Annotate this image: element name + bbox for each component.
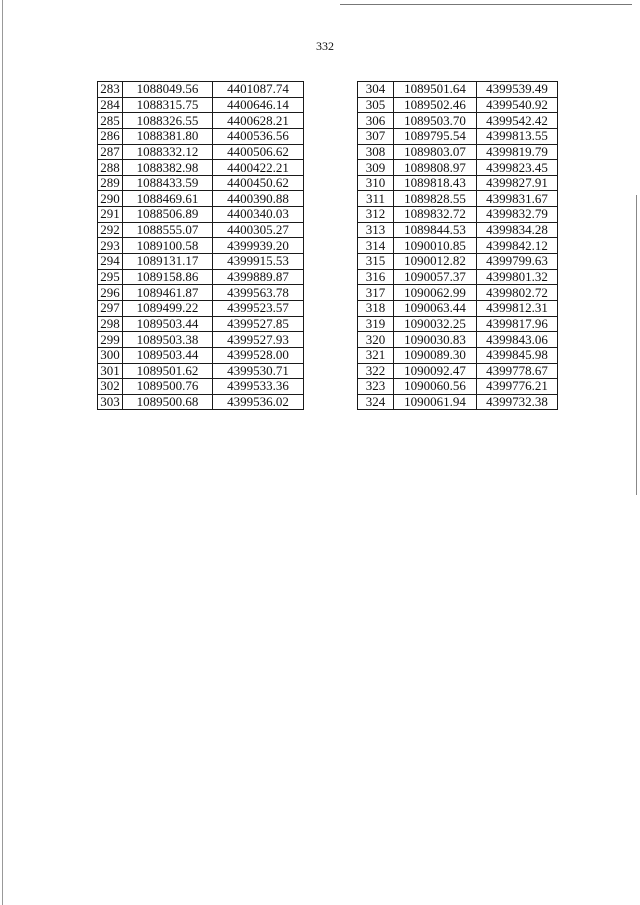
table-row <box>358 144 558 160</box>
point-number-cell: 290 <box>98 191 123 207</box>
point-number-cell: 300 <box>98 347 123 363</box>
table-row <box>98 82 304 98</box>
point-number-cell: 305 <box>358 97 394 113</box>
table-row <box>358 379 558 395</box>
x-coordinate-cell: 1089499.22 <box>123 300 213 316</box>
point-number-cell: 303 <box>98 394 123 410</box>
table-row <box>358 300 558 316</box>
x-coordinate-cell: 1089808.97 <box>394 160 477 176</box>
x-coordinate-cell: 1090089.30 <box>394 347 477 363</box>
y-coordinate-cell: 4400390.88 <box>213 191 304 207</box>
scan-edge-line-top <box>340 4 632 5</box>
x-coordinate-cell: 1088326.55 <box>123 113 213 129</box>
y-coordinate-cell: 4399540.92 <box>477 97 558 113</box>
table-row <box>98 191 304 207</box>
x-coordinate-cell: 1089501.62 <box>123 363 213 379</box>
point-number-cell: 302 <box>98 379 123 395</box>
y-coordinate-cell: 4399823.45 <box>477 160 558 176</box>
point-number-cell: 285 <box>98 113 123 129</box>
point-number-cell: 298 <box>98 316 123 332</box>
y-coordinate-cell: 4399799.63 <box>477 254 558 270</box>
x-coordinate-cell: 1089501.64 <box>394 82 477 98</box>
x-coordinate-cell: 1090092.47 <box>394 363 477 379</box>
x-coordinate-cell: 1088555.07 <box>123 222 213 238</box>
x-coordinate-cell: 1090012.82 <box>394 254 477 270</box>
point-number-cell: 314 <box>358 238 394 254</box>
y-coordinate-cell: 4399542.42 <box>477 113 558 129</box>
point-number-cell: 320 <box>358 332 394 348</box>
coordinates-table-right <box>357 81 558 410</box>
table-row <box>98 379 304 395</box>
table-row <box>98 269 304 285</box>
table-row <box>98 175 304 191</box>
table-row <box>98 144 304 160</box>
y-coordinate-cell: 4399523.57 <box>213 300 304 316</box>
y-coordinate-cell: 4399563.78 <box>213 285 304 301</box>
table-row <box>98 300 304 316</box>
point-number-cell: 323 <box>358 379 394 395</box>
table-row <box>358 285 558 301</box>
y-coordinate-cell: 4399533.36 <box>213 379 304 395</box>
point-number-cell: 286 <box>98 128 123 144</box>
x-coordinate-cell: 1089158.86 <box>123 269 213 285</box>
y-coordinate-cell: 4399527.85 <box>213 316 304 332</box>
y-coordinate-cell: 4399801.32 <box>477 269 558 285</box>
y-coordinate-cell: 4399778.67 <box>477 363 558 379</box>
point-number-cell: 299 <box>98 332 123 348</box>
point-number-cell: 284 <box>98 97 123 113</box>
x-coordinate-cell: 1090063.44 <box>394 300 477 316</box>
point-number-cell: 324 <box>358 394 394 410</box>
point-number-cell: 319 <box>358 316 394 332</box>
y-coordinate-cell: 4399530.71 <box>213 363 304 379</box>
table-row <box>358 363 558 379</box>
point-number-cell: 294 <box>98 254 123 270</box>
x-coordinate-cell: 1088049.56 <box>123 82 213 98</box>
table-row <box>98 238 304 254</box>
table-row <box>358 347 558 363</box>
table-row <box>358 269 558 285</box>
y-coordinate-cell: 4399819.79 <box>477 144 558 160</box>
table-row <box>358 128 558 144</box>
x-coordinate-cell: 1088332.12 <box>123 144 213 160</box>
x-coordinate-cell: 1090030.83 <box>394 332 477 348</box>
x-coordinate-cell: 1090057.37 <box>394 269 477 285</box>
point-number-cell: 283 <box>98 82 123 98</box>
y-coordinate-cell: 4399842.12 <box>477 238 558 254</box>
point-number-cell: 306 <box>358 113 394 129</box>
table-row <box>98 394 304 410</box>
table-row <box>98 285 304 301</box>
y-coordinate-cell: 4399528.00 <box>213 347 304 363</box>
table-row <box>358 332 558 348</box>
y-coordinate-cell: 4399832.79 <box>477 207 558 223</box>
y-coordinate-cell: 4399915.53 <box>213 254 304 270</box>
x-coordinate-cell: 1090032.25 <box>394 316 477 332</box>
table-row <box>358 238 558 254</box>
y-coordinate-cell: 4399812.31 <box>477 300 558 316</box>
table-row <box>98 207 304 223</box>
y-coordinate-cell: 4399845.98 <box>477 347 558 363</box>
point-number-cell: 309 <box>358 160 394 176</box>
y-coordinate-cell: 4399539.49 <box>477 82 558 98</box>
table-row <box>358 191 558 207</box>
point-number-cell: 295 <box>98 269 123 285</box>
x-coordinate-cell: 1089503.44 <box>123 316 213 332</box>
x-coordinate-cell: 1089844.53 <box>394 222 477 238</box>
table-row <box>98 97 304 113</box>
table-row <box>98 128 304 144</box>
x-coordinate-cell: 1088315.75 <box>123 97 213 113</box>
x-coordinate-cell: 1090062.99 <box>394 285 477 301</box>
y-coordinate-cell: 4400340.03 <box>213 207 304 223</box>
y-coordinate-cell: 4400305.27 <box>213 222 304 238</box>
x-coordinate-cell: 1089461.87 <box>123 285 213 301</box>
table-row <box>98 332 304 348</box>
point-number-cell: 287 <box>98 144 123 160</box>
x-coordinate-cell: 1088382.98 <box>123 160 213 176</box>
table-row <box>358 82 558 98</box>
point-number-cell: 308 <box>358 144 394 160</box>
x-coordinate-cell: 1089503.44 <box>123 347 213 363</box>
point-number-cell: 304 <box>358 82 394 98</box>
table-row <box>358 97 558 113</box>
x-coordinate-cell: 1089500.76 <box>123 379 213 395</box>
table-row <box>358 175 558 191</box>
x-coordinate-cell: 1089803.07 <box>394 144 477 160</box>
y-coordinate-cell: 4400506.62 <box>213 144 304 160</box>
table-row <box>358 160 558 176</box>
y-coordinate-cell: 4399939.20 <box>213 238 304 254</box>
page-number: 332 <box>316 39 334 53</box>
x-coordinate-cell: 1089818.43 <box>394 175 477 191</box>
table-row <box>98 363 304 379</box>
y-coordinate-cell: 4399827.91 <box>477 175 558 191</box>
x-coordinate-cell: 1089832.72 <box>394 207 477 223</box>
point-number-cell: 293 <box>98 238 123 254</box>
point-number-cell: 310 <box>358 175 394 191</box>
point-number-cell: 315 <box>358 254 394 270</box>
x-coordinate-cell: 1089131.17 <box>123 254 213 270</box>
table-row <box>358 394 558 410</box>
point-number-cell: 321 <box>358 347 394 363</box>
x-coordinate-cell: 1089503.70 <box>394 113 477 129</box>
table-row <box>358 222 558 238</box>
scan-edge-line-right <box>636 195 637 495</box>
table-row <box>358 316 558 332</box>
point-number-cell: 313 <box>358 222 394 238</box>
point-number-cell: 289 <box>98 175 123 191</box>
x-coordinate-cell: 1090010.85 <box>394 238 477 254</box>
scan-edge-line-left <box>2 0 3 905</box>
y-coordinate-cell: 4399776.21 <box>477 379 558 395</box>
coordinates-table-left <box>97 81 304 410</box>
y-coordinate-cell: 4399831.67 <box>477 191 558 207</box>
x-coordinate-cell: 1088381.80 <box>123 128 213 144</box>
point-number-cell: 292 <box>98 222 123 238</box>
x-coordinate-cell: 1088433.59 <box>123 175 213 191</box>
y-coordinate-cell: 4399813.55 <box>477 128 558 144</box>
table-row <box>358 113 558 129</box>
point-number-cell: 318 <box>358 300 394 316</box>
x-coordinate-cell: 1090060.56 <box>394 379 477 395</box>
point-number-cell: 317 <box>358 285 394 301</box>
x-coordinate-cell: 1090061.94 <box>394 394 477 410</box>
y-coordinate-cell: 4400536.56 <box>213 128 304 144</box>
y-coordinate-cell: 4400450.62 <box>213 175 304 191</box>
x-coordinate-cell: 1088469.61 <box>123 191 213 207</box>
x-coordinate-cell: 1089100.58 <box>123 238 213 254</box>
table-row <box>98 160 304 176</box>
point-number-cell: 301 <box>98 363 123 379</box>
x-coordinate-cell: 1089502.46 <box>394 97 477 113</box>
y-coordinate-cell: 4400628.21 <box>213 113 304 129</box>
x-coordinate-cell: 1089500.68 <box>123 394 213 410</box>
y-coordinate-cell: 4399817.96 <box>477 316 558 332</box>
table-row <box>98 347 304 363</box>
table-row <box>358 254 558 270</box>
y-coordinate-cell: 4400422.21 <box>213 160 304 176</box>
point-number-cell: 311 <box>358 191 394 207</box>
point-number-cell: 322 <box>358 363 394 379</box>
x-coordinate-cell: 1089503.38 <box>123 332 213 348</box>
point-number-cell: 296 <box>98 285 123 301</box>
y-coordinate-cell: 4399802.72 <box>477 285 558 301</box>
y-coordinate-cell: 4399732.38 <box>477 394 558 410</box>
y-coordinate-cell: 4399889.87 <box>213 269 304 285</box>
table-row <box>98 254 304 270</box>
y-coordinate-cell: 4399527.93 <box>213 332 304 348</box>
point-number-cell: 312 <box>358 207 394 223</box>
point-number-cell: 288 <box>98 160 123 176</box>
table-row <box>98 113 304 129</box>
x-coordinate-cell: 1089828.55 <box>394 191 477 207</box>
point-number-cell: 297 <box>98 300 123 316</box>
x-coordinate-cell: 1089795.54 <box>394 128 477 144</box>
table-row <box>358 207 558 223</box>
table-row <box>98 222 304 238</box>
point-number-cell: 307 <box>358 128 394 144</box>
y-coordinate-cell: 4399536.02 <box>213 394 304 410</box>
y-coordinate-cell: 4399834.28 <box>477 222 558 238</box>
point-number-cell: 316 <box>358 269 394 285</box>
y-coordinate-cell: 4401087.74 <box>213 82 304 98</box>
table-row <box>98 316 304 332</box>
y-coordinate-cell: 4400646.14 <box>213 97 304 113</box>
y-coordinate-cell: 4399843.06 <box>477 332 558 348</box>
x-coordinate-cell: 1088506.89 <box>123 207 213 223</box>
point-number-cell: 291 <box>98 207 123 223</box>
